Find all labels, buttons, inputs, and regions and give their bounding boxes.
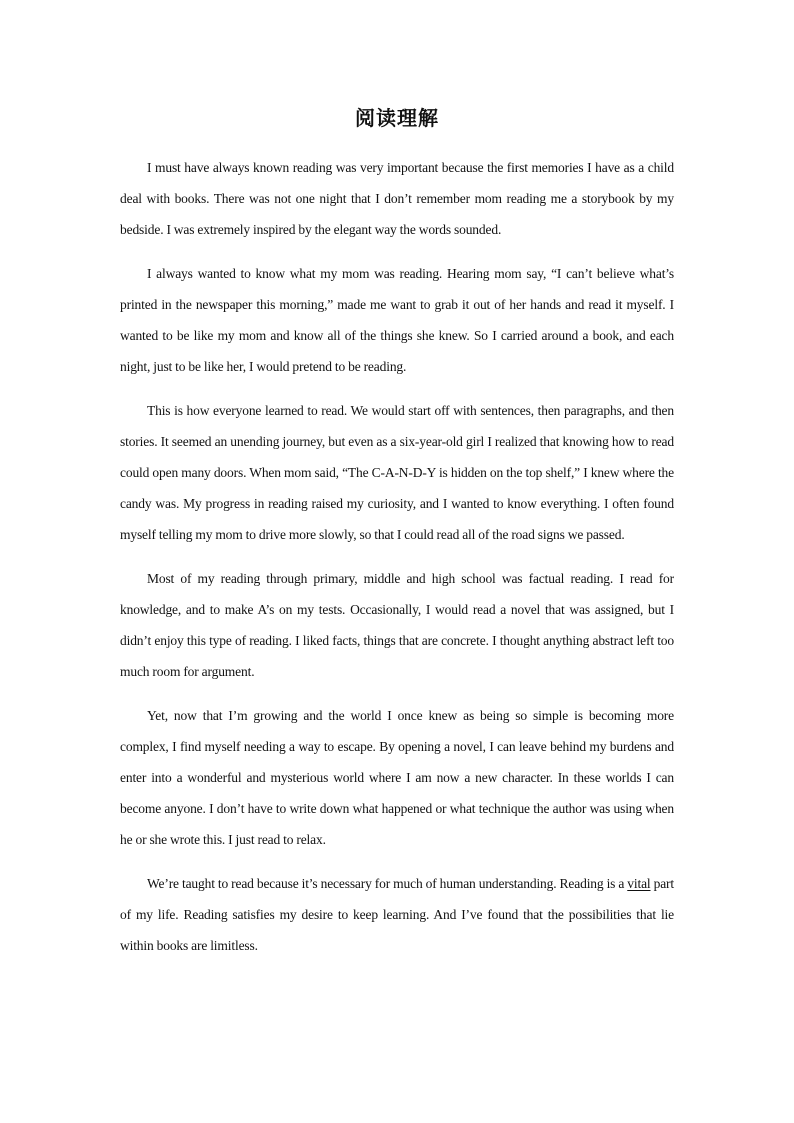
paragraph-3 (120, 395, 674, 550)
paragraph-2 (120, 258, 674, 382)
paragraph-text-before-vital: We’re taught to read because it’s necessary for much of human understanding. Reading is a (147, 876, 628, 891)
underlined-word-vital: vital (627, 876, 651, 891)
paragraph-text: Yet, now that I’m growing and the world I once knew as being so simple is becoming more complex, I find myself needing a way to escape. By opening a novel, I can leave behind my burdens and enter into a wonderful and mysterious world where I am now a new character. In these worlds I can become anyone. I don’t have to write down what happened or what technique the author was using when he or she wrote this. I just read to relax. (120, 708, 674, 847)
paragraph-text: Most of my reading through primary, middle and high school was factual reading. I read for knowledge, and to make A’s on my tests. Occasionally, I would read a novel that was assigned, but I didn’t enjoy this type of reading. I liked facts, things that are concrete. I thought anything abstract left too much room for argument. (120, 571, 674, 679)
article-body (120, 152, 674, 974)
paragraph-text: This is how everyone learned to read. We would start off with sentences, then paragraphs, and then stories. It seemed an unending journey, but even as a six-year-old girl I realized that knowing how to read could open many doors. When mom said, “The C-A-N-D-Y is hidden on the top shelf,” I knew where the candy was. My progress in reading raised my curiosity, and I wanted to know everything. I often found myself telling my mom to drive more slowly, so that I could read all of the road signs we passed. (120, 403, 674, 542)
paragraph-text: I must have always known reading was very important because the first memories I have as a child deal with books. There was not one night that I don’t remember mom reading me a storybook by my bedside. I was extremely inspired by the elegant way the words sounded. (120, 160, 674, 237)
paragraph-text: I always wanted to know what my mom was reading. Hearing mom say, “I can’t believe what’s printed in the newspaper this morning,” made me want to grab it out of her hands and read it myself. I wanted to be like my mom and know all of the things she knew. So I carried around a book, and each night, just to be like her, I would pretend to be reading. (120, 266, 674, 374)
paragraph-1 (120, 152, 674, 245)
paragraph-4 (120, 563, 674, 687)
paragraph-5 (120, 700, 674, 855)
paragraph-text-after-vital: part of my life. Reading satisfies my desire to keep learning. And I’ve found that the possibilities that lie within books are limitless. (120, 876, 674, 953)
page-title: 阅读理解 (355, 106, 439, 130)
paragraph-6 (120, 868, 674, 961)
